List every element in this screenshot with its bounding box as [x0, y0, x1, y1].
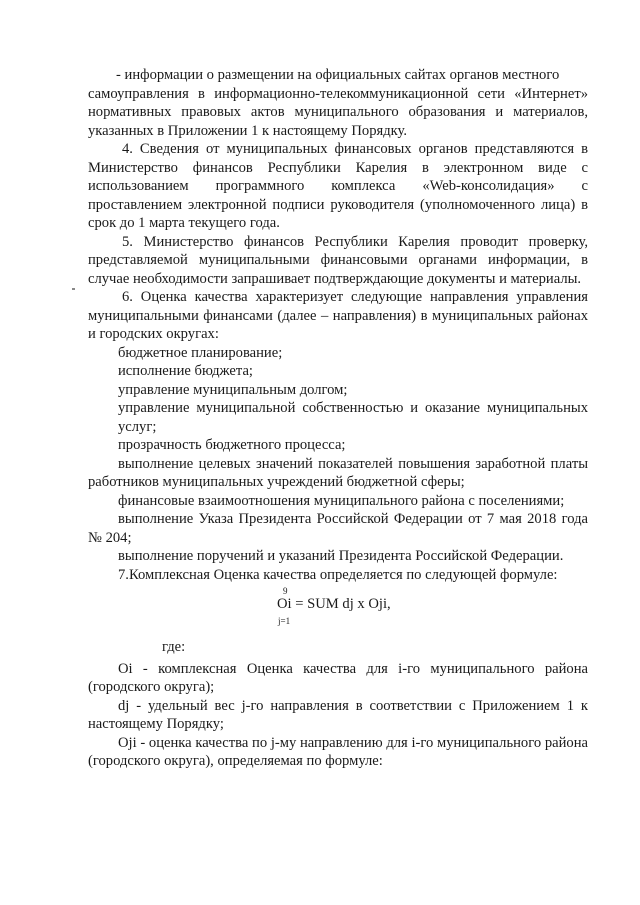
list-item: управление муниципальным долгом;: [118, 381, 348, 398]
paragraph-4: 4. Сведения от муниципальных финансовых органов представляются в Министерство финансов Республики Карелия в электронном виде с использованием программного комплекса «Web-консолидация» с проставлением электронной подписи руководителя (уполномоченного лица) в срок до 1 марта текущего года.: [88, 141, 588, 231]
where-label: где:: [162, 639, 186, 655]
formula-expression: Oi = SUM dj x Oji,: [277, 596, 391, 612]
scan-speck: [72, 288, 75, 290]
list-item: прозрачность бюджетного процесса;: [118, 437, 346, 453]
document-page: [88, 66, 588, 771]
paragraph-6: 6. Оценка качества характеризует следующие направления управления муниципальными финансами (далее – направления) в муниципальных районах и городских округах:: [88, 289, 588, 342]
definition-oji: Oji - оценка качества по j-му направлению для i-го муниципального района (городского округа), определяемая по формуле:: [88, 734, 588, 769]
formula-upper-limit: 9: [283, 586, 288, 596]
list-item: бюджетное планирование;: [118, 344, 283, 361]
paragraph-info-placement-first-line: - информации о размещении на официальных сайтах органов местного: [116, 67, 560, 83]
list-item: управление муниципальной собственностью и оказание муниципальных услуг;: [118, 400, 588, 435]
formula-lower-limit: j=1: [278, 616, 291, 626]
list-item: выполнение целевых значений показателей повышения заработной платы работников муниципальных учреждений бюджетной сферы;: [88, 455, 588, 490]
list-item: исполнение бюджета;: [118, 363, 253, 379]
definition-oi: Oi - комплексная Оценка качества для i-го муниципального района (городского округа);: [88, 660, 588, 695]
paragraph-7: 7.Комплексная Оценка качества определяется по следующей формуле:: [118, 566, 558, 583]
list-item: выполнение Указа Президента Российской Федерации от 7 мая 2018 года № 204;: [88, 511, 588, 546]
paragraph-5: 5. Министерство финансов Республики Карелия проводит проверку, представляемой муниципальными финансовыми органами информации, в случае необходимости запрашивает подтверждающие документы и материалы.: [88, 233, 588, 287]
list-item: выполнение поручений и указаний Президента Российской Федерации.: [118, 548, 564, 564]
definition-dj: dj - удельный вес j-го направления в соответствии с Приложением 1 к настоящему Порядку;: [88, 697, 588, 732]
formula: [88, 586, 588, 636]
list-item: финансовые взаимоотношения муниципального района с поселениями;: [118, 492, 565, 509]
paragraph-info-placement: самоуправления в информационно-телекоммуникационной сети «Интернет» нормативных правовых актов муниципального образования и материалов, указанных в Приложении 1 к настоящему Порядку.: [88, 85, 588, 139]
